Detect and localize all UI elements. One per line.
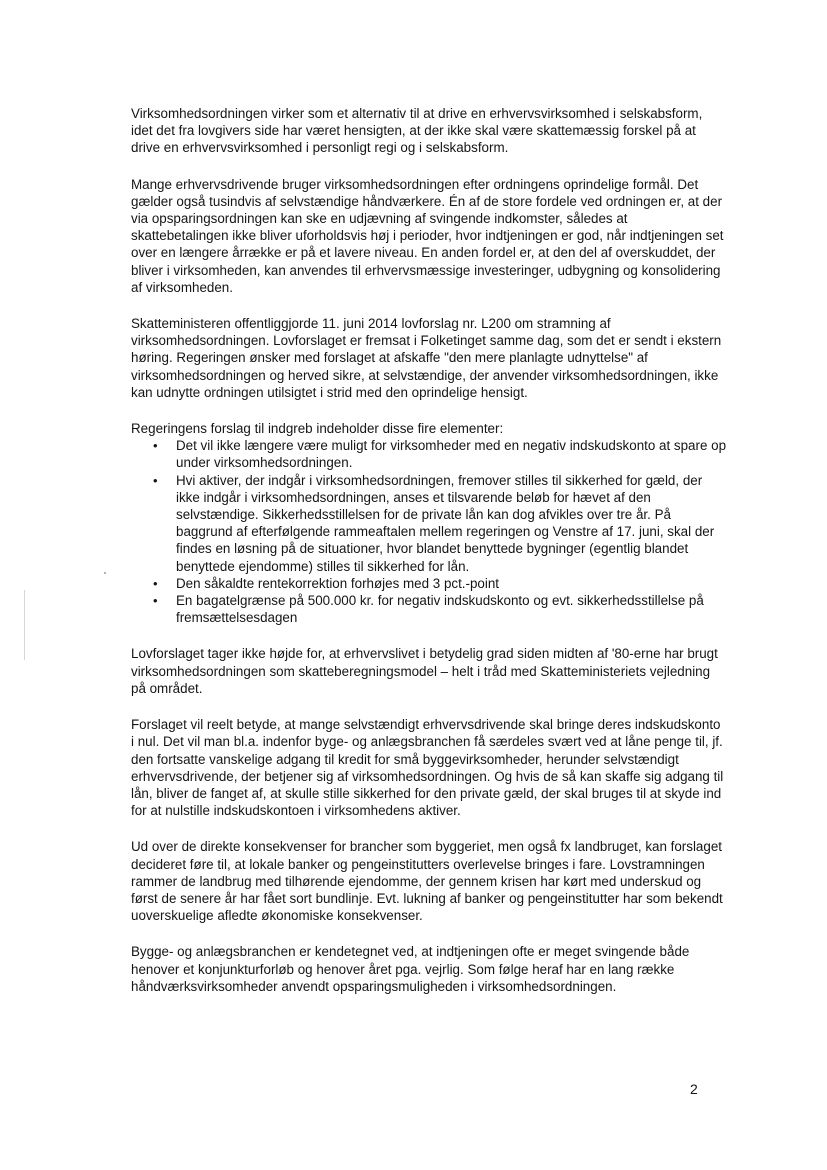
list-item-text: Den såkaldte rentekorrektion forhøjes med 3 pct.-point xyxy=(176,575,500,591)
paragraph-consequences: Ud over de direkte konsekvenser for brancher som byggeriet, men også fx landbruget, kan forslaget decideret føre til, at lokale banker og pengeinstitutters overlevelse bringes i fare. Lovstramningen rammer de landbrug med tilhørende ejendomme, der gennem krisen har kørt med underskud og først de senere år har fået sort bundlinje. Evt. lukning af banker og pengeinstitutter har som bekendt uoverskuelige afledte økonomiske konsekvenser. xyxy=(131,839,723,924)
scan-edge-mark xyxy=(24,590,25,660)
list-item xyxy=(131,472,727,575)
list-item xyxy=(131,437,727,471)
bullet-icon: • xyxy=(153,575,158,591)
document-body xyxy=(131,105,727,1014)
list-item-text: Hvi aktiver, der indgår i virksomhedsordningen, fremover stilles til sikkerhed for gæld, der ikke indgår i virksomhedsordningen, anses et tilsvarende beløb for hævet af den selvstændige. Sikkerhedsstillelsen for de private lån kan dog afvikles over tre år. På baggrund af efterfølgende rammeaftalen mellem regeringen og Venstre af 17. juni, skal der findes en løsning på de situationer, hvor blandet benyttede bygninger (egentlig blandet benyttede ejendomme) stilles til sikkerhed for lån. xyxy=(176,472,715,574)
list-item xyxy=(131,575,727,592)
paragraph-intro: Virksomhedsordningen virker som et alternativ til at drive en erhvervsvirksomhed i selskabsform, idet det fra lovgivers side har været hensigten, at der ikke skal være skattemæssig forskel på at drive en erhvervsvirksomhed i personligt regi og i selskabsform. xyxy=(131,106,703,156)
bullet-icon: • xyxy=(153,472,158,488)
list-item-text: Det vil ikke længere være muligt for virksomheder med en negativ indskudskonto at spare op under virksomhedsordningen. xyxy=(176,438,727,471)
list-item xyxy=(131,592,727,626)
paragraph-effects: Forslaget vil reelt betyde, at mange selvstændigt erhvervsdrivende skal bringe deres indskudskonto i nul. Det vil man bl.a. indenfor byge- og anlægsbranchen få særdeles svært ved at låne penge til, jf. den fortsatte vanskelige adgang til kredit for små byggevirksomheder, herunder selvstændigt erhvervsdrivende, der betjener sig af virksomhedsordningen. Og hvis de så kan skaffe sig adgang til lån, bliver de fanget af, at skulle stille sikkerhed for den private gæld, der skal bruges til at skyde ind for at nulstille indskudskontoen i virksomhedens aktiver. xyxy=(131,717,724,819)
scan-dot xyxy=(104,572,106,574)
paragraph-history: Lovforslaget tager ikke højde for, at erhvervslivet i betydelig grad siden midten af '80-erne har brugt virksomhedsordningen som skatteberegningsmodel – helt i tråd med Skatteministeriets vejledning på området. xyxy=(131,646,718,696)
list-intro: Regeringens forslag til indgreb indeholder disse fire elementer: xyxy=(131,421,504,437)
elements-list xyxy=(131,437,727,626)
bullet-icon: • xyxy=(153,593,158,609)
bullet-icon: • xyxy=(153,438,158,454)
list-item-text: En bagatelgrænse på 500.000 kr. for negativ indskudskonto og evt. sikkerhedsstillelse på fremsættelsesdagen xyxy=(176,593,704,626)
paragraph-usage: Mange erhvervsdrivende bruger virksomhedsordningen efter ordningens oprindelige formål. Det gælder også tusindvis af selvstændige håndværkere. Én af de store fordele ved ordningen er, at der via opsparingsordningen kan ske en udjævning af svingende indkomster, således at skattebetalingen ikke bliver uforholdsvis høj i perioder, hvor indtjeningen er god, når indtjeningen set over en længere årrække er på et lavere niveau. En anden fordel er, at den del af overskuddet, der bliver i virksomheden, kan anvendes til erhvervsmæssige investeringer, udbygning og konsolidering af virksomheden. xyxy=(131,176,724,295)
paragraph-bill: Skatteministeren offentliggjorde 11. juni 2014 lovforslag nr. L200 om stramning af virksomhedsordningen. Lovforslaget er fremsat i Folketinget samme dag, som det er sendt i ekstern høring. Regeringen ønsker med forslaget at afskaffe "den mere planlagte udnyttelse" af virksomhedsordningen og herved sikre, at selvstændige, der anvender virksomhedsordningen, ikke kan udnytte ordningen utilsigtet i strid med den oprindelige hensigt. xyxy=(131,316,722,400)
page-number: 2 xyxy=(690,1081,698,1097)
paragraph-construction: Bygge- og anlægsbranchen er kendetegnet ved, at indtjeningen ofte er meget svingende både henover et konjunkturforløb og henover året pga. vejrlig. Som følge heraf har en lang række håndværksvirksomheder anvendt opsparingsmuligheden i virksomhedsordningen. xyxy=(131,944,690,994)
